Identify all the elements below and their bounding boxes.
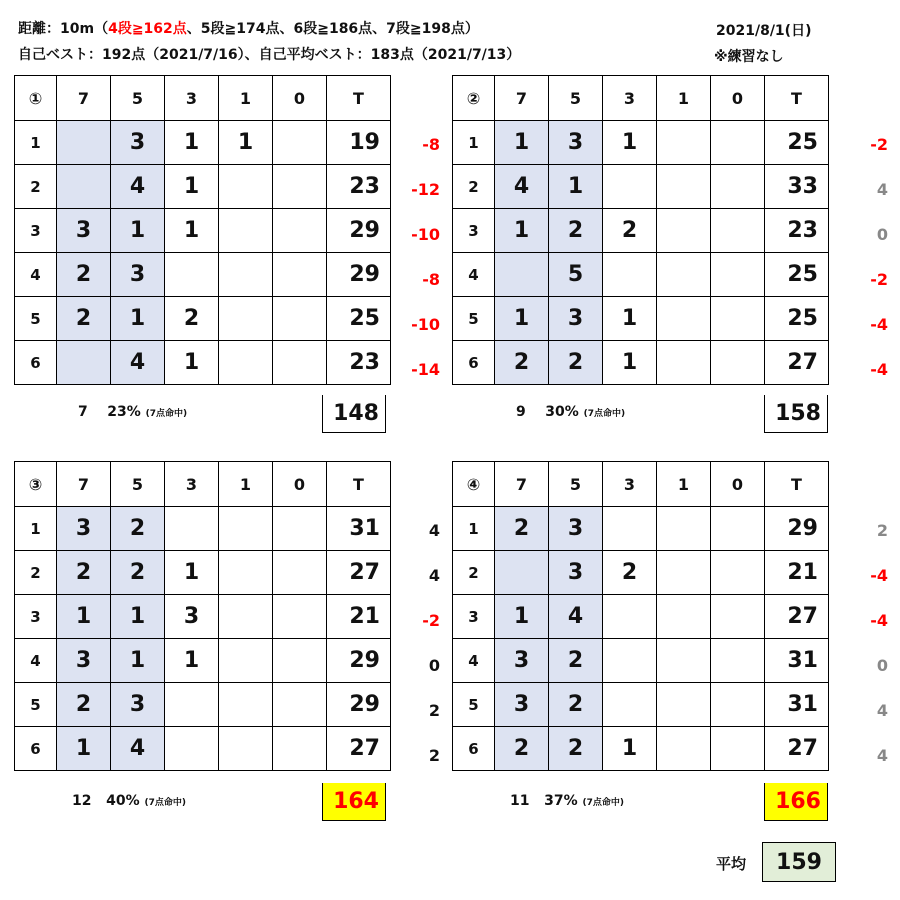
- count-cell-0: [711, 209, 765, 253]
- count-cell-0: [273, 551, 327, 595]
- score-table-set-2: [452, 75, 829, 385]
- count-cell-7: [495, 551, 549, 595]
- count-cell-7: 3: [495, 683, 549, 727]
- count-cell-0: [711, 595, 765, 639]
- diff-value: -12: [411, 180, 440, 199]
- round-total: 27: [765, 595, 829, 639]
- diff-value: -2: [870, 270, 888, 289]
- count-cell-3: [165, 727, 219, 771]
- count-cell-7: 1: [57, 595, 111, 639]
- round-total: 23: [327, 341, 391, 385]
- round-total: 23: [765, 209, 829, 253]
- diff-value: -2: [870, 135, 888, 154]
- count-cell-0: [273, 727, 327, 771]
- round-number: 4: [15, 639, 57, 683]
- summary-set-2: [516, 404, 625, 420]
- diff-value: -2: [422, 611, 440, 630]
- count-cell-5: 2: [111, 551, 165, 595]
- count-cell-3: 1: [603, 297, 657, 341]
- count-cell-7: 3: [57, 639, 111, 683]
- count-cell-1: [219, 727, 273, 771]
- count-cell-5: 3: [549, 507, 603, 551]
- count-cell-5: 4: [111, 341, 165, 385]
- count-cell-7: [57, 165, 111, 209]
- set-total-3: 164: [322, 783, 386, 821]
- diff-value: 2: [428, 746, 440, 765]
- diff-value: 4: [876, 701, 888, 720]
- round-number: 2: [15, 551, 57, 595]
- count-cell-5: 1: [111, 209, 165, 253]
- column-header: 7: [57, 76, 111, 121]
- round-total: 29: [327, 253, 391, 297]
- diff-value: -8: [422, 135, 440, 154]
- count-cell-7: 2: [57, 297, 111, 341]
- count-cell-0: [711, 551, 765, 595]
- round-total: 29: [327, 639, 391, 683]
- round-total: 33: [765, 165, 829, 209]
- count-cell-7: 3: [57, 507, 111, 551]
- table-row: [15, 253, 391, 297]
- count-cell-5: 3: [111, 121, 165, 165]
- table-row: [15, 595, 391, 639]
- count-cell-1: [657, 507, 711, 551]
- table-row: [15, 551, 391, 595]
- round-number: 4: [453, 253, 495, 297]
- round-total: 29: [765, 507, 829, 551]
- round-total: 25: [765, 121, 829, 165]
- count-cell-5: 3: [549, 297, 603, 341]
- diff-value: 4: [876, 180, 888, 199]
- table-row: [453, 551, 829, 595]
- count-cell-0: [273, 595, 327, 639]
- diff-column-set-4: [846, 508, 888, 778]
- column-header: T: [765, 76, 829, 121]
- table-row: [15, 639, 391, 683]
- round-number: 5: [15, 297, 57, 341]
- count-cell-5: 5: [549, 253, 603, 297]
- column-header: 1: [219, 462, 273, 507]
- round-number: 3: [453, 595, 495, 639]
- count-cell-7: 1: [495, 121, 549, 165]
- table-row: [15, 683, 391, 727]
- average-value: 159: [762, 842, 836, 882]
- column-header: 7: [495, 76, 549, 121]
- diff-value: 0: [428, 656, 440, 675]
- count-cell-5: 1: [549, 165, 603, 209]
- count-cell-1: 1: [219, 121, 273, 165]
- count-cell-3: [603, 253, 657, 297]
- diff-value: 4: [428, 521, 440, 540]
- count-cell-7: 2: [57, 253, 111, 297]
- column-header: 1: [219, 76, 273, 121]
- diff-column-set-3: [398, 508, 440, 778]
- table-row: [453, 595, 829, 639]
- count-cell-5: 3: [549, 551, 603, 595]
- count-cell-5: 2: [549, 727, 603, 771]
- column-header: 5: [549, 462, 603, 507]
- count-cell-3: 1: [165, 121, 219, 165]
- table-row: [15, 165, 391, 209]
- column-header: 1: [657, 76, 711, 121]
- header-row: [453, 76, 829, 121]
- count-cell-3: [165, 683, 219, 727]
- count-cell-5: 1: [111, 297, 165, 341]
- round-number: 5: [453, 297, 495, 341]
- count-cell-5: 3: [111, 683, 165, 727]
- count-cell-1: [219, 209, 273, 253]
- count-cell-3: 1: [603, 727, 657, 771]
- round-total: 25: [765, 297, 829, 341]
- count-cell-5: 2: [549, 639, 603, 683]
- round-number: 6: [15, 727, 57, 771]
- hit-percent: 37%: [544, 793, 578, 809]
- round-total: 31: [765, 683, 829, 727]
- round-number: 1: [15, 507, 57, 551]
- count-cell-0: [273, 165, 327, 209]
- count-cell-0: [273, 639, 327, 683]
- practice-note: ※練習なし: [714, 49, 784, 65]
- column-header: 5: [111, 462, 165, 507]
- count-cell-3: 2: [603, 551, 657, 595]
- count-cell-1: [657, 727, 711, 771]
- count-cell-5: 2: [111, 507, 165, 551]
- round-number: 4: [15, 253, 57, 297]
- table-row: [453, 507, 829, 551]
- count-cell-7: 1: [495, 297, 549, 341]
- count-cell-7: 1: [57, 727, 111, 771]
- table-row: [453, 121, 829, 165]
- column-header: 0: [273, 76, 327, 121]
- summary-set-4: [510, 793, 624, 809]
- count-cell-1: [657, 297, 711, 341]
- count-cell-0: [711, 121, 765, 165]
- count-cell-3: [165, 253, 219, 297]
- column-header: 0: [711, 76, 765, 121]
- diff-value: 2: [876, 521, 888, 540]
- score-table-set-3: [14, 461, 391, 771]
- round-total: 29: [327, 209, 391, 253]
- count-cell-7: [495, 253, 549, 297]
- hit-note: (7点命中): [145, 409, 188, 419]
- round-number: 1: [453, 507, 495, 551]
- set-number-header: ④: [453, 462, 495, 507]
- score-table-set-1: [14, 75, 391, 385]
- table-row: [15, 727, 391, 771]
- count-cell-1: [657, 165, 711, 209]
- count-cell-3: [603, 165, 657, 209]
- count-cell-3: [165, 507, 219, 551]
- count-cell-7: [57, 121, 111, 165]
- diff-value: -4: [870, 315, 888, 334]
- count-cell-0: [273, 683, 327, 727]
- count-cell-1: [219, 595, 273, 639]
- count-cell-1: [657, 121, 711, 165]
- round-total: 29: [327, 683, 391, 727]
- round-total: 19: [327, 121, 391, 165]
- column-header: 3: [603, 462, 657, 507]
- hit-count: 11: [510, 793, 530, 809]
- table-row: [453, 341, 829, 385]
- count-cell-5: 2: [549, 341, 603, 385]
- set-total-2: 158: [764, 395, 828, 433]
- table-row: [453, 165, 829, 209]
- count-cell-3: 1: [165, 639, 219, 683]
- hit-percent: 40%: [106, 793, 140, 809]
- count-cell-0: [711, 297, 765, 341]
- diff-value: -10: [411, 315, 440, 334]
- count-cell-3: [603, 639, 657, 683]
- count-cell-1: [219, 639, 273, 683]
- count-cell-1: [657, 209, 711, 253]
- distance-line: [18, 18, 479, 38]
- round-total: 27: [765, 341, 829, 385]
- count-cell-3: 2: [165, 297, 219, 341]
- count-cell-7: 2: [495, 341, 549, 385]
- table-row: [15, 341, 391, 385]
- count-cell-1: [657, 683, 711, 727]
- count-cell-3: [603, 595, 657, 639]
- round-total: 23: [327, 165, 391, 209]
- diff-value: 0: [876, 656, 888, 675]
- set-number-header: ③: [15, 462, 57, 507]
- round-total: 25: [327, 297, 391, 341]
- round-total: 31: [327, 507, 391, 551]
- table-row: [453, 209, 829, 253]
- round-number: 5: [15, 683, 57, 727]
- diff-value: 0: [876, 225, 888, 244]
- diff-value: 2: [428, 701, 440, 720]
- round-number: 4: [453, 639, 495, 683]
- count-cell-1: [657, 639, 711, 683]
- count-cell-3: [603, 507, 657, 551]
- round-total: 27: [327, 551, 391, 595]
- count-cell-3: 2: [603, 209, 657, 253]
- round-number: 2: [453, 551, 495, 595]
- count-cell-3: 1: [165, 551, 219, 595]
- count-cell-7: 3: [57, 209, 111, 253]
- round-total: 21: [327, 595, 391, 639]
- diff-value: -4: [870, 611, 888, 630]
- count-cell-5: 3: [111, 253, 165, 297]
- count-cell-5: 2: [549, 209, 603, 253]
- count-cell-7: [57, 341, 111, 385]
- count-cell-5: 4: [111, 727, 165, 771]
- table-row: [15, 507, 391, 551]
- count-cell-0: [711, 253, 765, 297]
- column-header: 5: [549, 76, 603, 121]
- distance-suffix: 、5段≧174点、6段≧186点、7段≧198点）: [186, 21, 479, 37]
- diff-value: 4: [428, 566, 440, 585]
- count-cell-5: 2: [549, 683, 603, 727]
- count-cell-0: [273, 297, 327, 341]
- column-header: T: [327, 462, 391, 507]
- round-number: 6: [453, 341, 495, 385]
- hit-note: (7点命中): [583, 409, 626, 419]
- column-header: 0: [273, 462, 327, 507]
- round-total: 27: [765, 727, 829, 771]
- diff-value: -14: [411, 360, 440, 379]
- count-cell-0: [273, 507, 327, 551]
- header-row: [453, 462, 829, 507]
- round-number: 3: [15, 209, 57, 253]
- count-cell-3: [603, 683, 657, 727]
- count-cell-1: [219, 551, 273, 595]
- diff-value: -8: [422, 270, 440, 289]
- summary-set-3: [72, 793, 186, 809]
- count-cell-3: 1: [165, 209, 219, 253]
- count-cell-5: 3: [549, 121, 603, 165]
- dan4-requirement: 4段≧162点: [108, 21, 187, 37]
- header-row: [15, 76, 391, 121]
- count-cell-7: 3: [495, 639, 549, 683]
- count-cell-7: 2: [495, 507, 549, 551]
- count-cell-0: [711, 639, 765, 683]
- count-cell-0: [711, 165, 765, 209]
- count-cell-7: 1: [495, 595, 549, 639]
- count-cell-7: 4: [495, 165, 549, 209]
- round-number: 6: [15, 341, 57, 385]
- table-row: [453, 253, 829, 297]
- count-cell-0: [711, 507, 765, 551]
- set-total-4: 166: [764, 783, 828, 821]
- count-cell-1: [657, 551, 711, 595]
- set-number-header: ①: [15, 76, 57, 121]
- hit-count: 12: [72, 793, 92, 809]
- diff-value: -10: [411, 225, 440, 244]
- round-number: 2: [15, 165, 57, 209]
- table-row: [453, 639, 829, 683]
- session-date: 2021/8/1(日): [716, 23, 812, 39]
- round-number: 1: [15, 121, 57, 165]
- count-cell-1: [657, 595, 711, 639]
- column-header: 3: [165, 462, 219, 507]
- round-number: 1: [453, 121, 495, 165]
- hit-note: (7点命中): [144, 798, 186, 808]
- count-cell-0: [711, 683, 765, 727]
- hit-percent: 23%: [107, 404, 141, 420]
- average-label: 平均: [716, 855, 747, 873]
- hit-count: 7: [78, 404, 88, 420]
- count-cell-3: 1: [603, 341, 657, 385]
- round-total: 25: [765, 253, 829, 297]
- table-row: [15, 297, 391, 341]
- round-number: 3: [15, 595, 57, 639]
- count-cell-1: [219, 507, 273, 551]
- distance-prefix: 距離：10m（: [18, 21, 109, 37]
- round-number: 3: [453, 209, 495, 253]
- count-cell-1: [657, 341, 711, 385]
- diff-value: -4: [870, 566, 888, 585]
- count-cell-1: [219, 297, 273, 341]
- count-cell-0: [273, 209, 327, 253]
- round-number: 6: [453, 727, 495, 771]
- diff-column-set-2: [846, 122, 888, 392]
- count-cell-7: 2: [495, 727, 549, 771]
- column-header: 1: [657, 462, 711, 507]
- hit-count: 9: [516, 404, 526, 420]
- count-cell-7: 1: [495, 209, 549, 253]
- column-header: 7: [57, 462, 111, 507]
- round-total: 21: [765, 551, 829, 595]
- table-row: [15, 209, 391, 253]
- count-cell-7: 2: [57, 551, 111, 595]
- round-number: 5: [453, 683, 495, 727]
- table-row: [453, 727, 829, 771]
- personal-best-line: 自己ベスト：192点（2021/7/16）、自己平均ベスト：183点（2021/7/13）: [18, 47, 521, 63]
- column-header: 3: [603, 76, 657, 121]
- count-cell-3: 1: [165, 165, 219, 209]
- count-cell-0: [273, 341, 327, 385]
- round-number: 2: [453, 165, 495, 209]
- count-cell-0: [711, 727, 765, 771]
- hit-note: (7点命中): [582, 798, 624, 808]
- column-header: 0: [711, 462, 765, 507]
- count-cell-1: [219, 253, 273, 297]
- count-cell-5: 1: [111, 639, 165, 683]
- count-cell-5: 4: [111, 165, 165, 209]
- diff-value: -4: [870, 360, 888, 379]
- set-total-1: 148: [322, 395, 386, 433]
- column-header: 5: [111, 76, 165, 121]
- count-cell-3: 1: [165, 341, 219, 385]
- count-cell-0: [273, 253, 327, 297]
- round-total: 31: [765, 639, 829, 683]
- count-cell-0: [711, 341, 765, 385]
- diff-column-set-1: [398, 122, 440, 392]
- count-cell-1: [219, 165, 273, 209]
- count-cell-3: 1: [603, 121, 657, 165]
- count-cell-5: 1: [111, 595, 165, 639]
- diff-value: 4: [876, 746, 888, 765]
- count-cell-1: [219, 683, 273, 727]
- round-total: 27: [327, 727, 391, 771]
- count-cell-7: 2: [57, 683, 111, 727]
- table-row: [453, 683, 829, 727]
- hit-percent: 30%: [545, 404, 579, 420]
- column-header: 3: [165, 76, 219, 121]
- column-header: 7: [495, 462, 549, 507]
- set-number-header: ②: [453, 76, 495, 121]
- summary-set-1: [78, 404, 187, 420]
- count-cell-5: 4: [549, 595, 603, 639]
- count-cell-3: 3: [165, 595, 219, 639]
- count-cell-1: [219, 341, 273, 385]
- table-row: [15, 121, 391, 165]
- count-cell-1: [657, 253, 711, 297]
- score-table-set-4: [452, 461, 829, 771]
- count-cell-0: [273, 121, 327, 165]
- column-header: T: [327, 76, 391, 121]
- table-row: [453, 297, 829, 341]
- header-row: [15, 462, 391, 507]
- column-header: T: [765, 462, 829, 507]
